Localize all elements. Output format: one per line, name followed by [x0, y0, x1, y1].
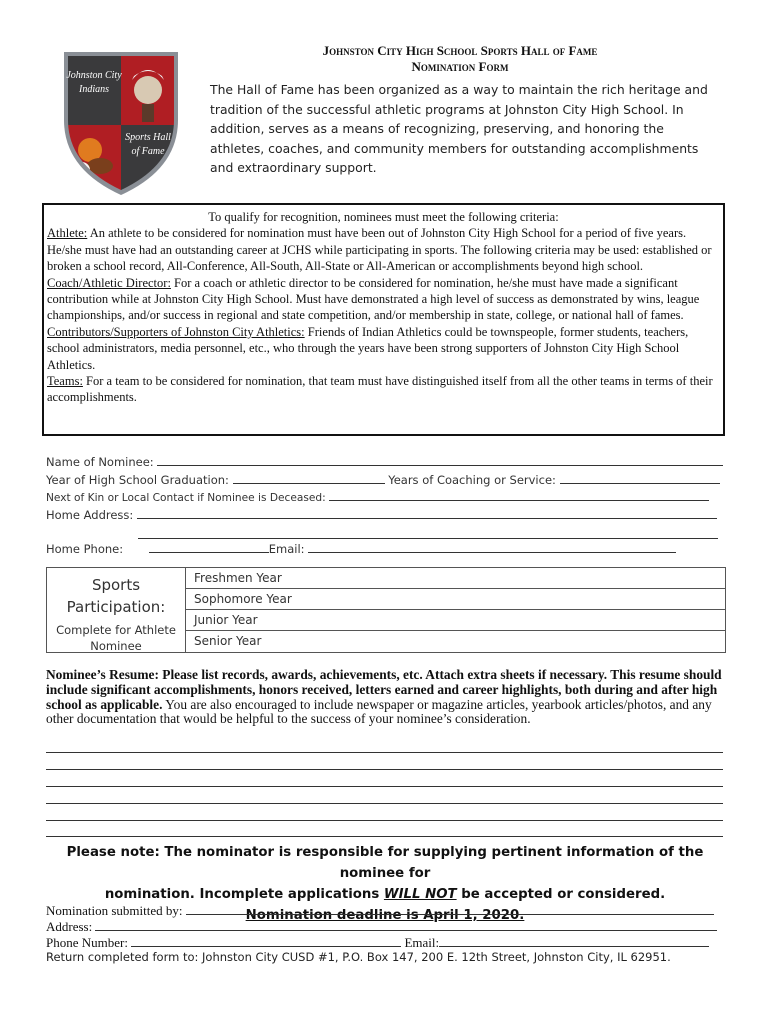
svg-text:Indians: Indians	[79, 84, 109, 95]
sports-year-row-sophomore[interactable]: Sophomore Year	[186, 589, 726, 610]
graduation-row	[46, 471, 720, 487]
sports-year-row-senior[interactable]: Senior Year	[194, 634, 262, 648]
criteria-teams	[47, 373, 720, 406]
submitted-by-row	[46, 902, 714, 919]
resume-bold-text: Nominee’s Resume: Please list records, awards, achievements, etc. Attach extra sheets if necessary. This resume should include significant accomplishments, honors received, letters earned and career highlights, both during and after high school as applicable.	[46, 667, 722, 712]
resume-line[interactable]	[46, 752, 723, 753]
svg-text:Johnston City: Johnston City	[66, 70, 122, 81]
nominee-name-field[interactable]	[157, 453, 723, 466]
sports-year-row-junior[interactable]: Junior Year	[186, 610, 726, 631]
resume-line[interactable]	[46, 769, 723, 770]
submitter-email-label: Email:	[404, 935, 440, 950]
contributors-label: Contributors/Supporters of Johnston City Athletics:	[47, 324, 305, 339]
nominee-name-label: Name of Nominee:	[46, 455, 154, 469]
form-title	[210, 43, 710, 75]
home-address-row	[46, 506, 717, 522]
note-line2-c: be accepted or considered.	[456, 887, 666, 902]
home-phone-label: Home Phone:	[46, 542, 124, 556]
sports-sub-line1: Complete for Athlete	[56, 623, 176, 637]
svg-text:of Fame: of Fame	[131, 146, 165, 157]
teams-text: For a team to be considered for nomination, that team must have distinguished itself from all the other teams in terms of their accomplishments.	[47, 374, 713, 405]
resume-line[interactable]	[46, 803, 723, 804]
sports-heading-line1: Sports	[91, 576, 141, 594]
resume-line[interactable]	[46, 786, 723, 787]
resume-line[interactable]	[46, 836, 723, 837]
years-service-label: Years of Coaching or Service:	[388, 473, 556, 487]
criteria-contributors	[47, 324, 720, 373]
submitted-by-field[interactable]	[186, 902, 714, 915]
email-label: Email:	[268, 542, 305, 556]
contributors-text: Friends of Indian Athletics could be townspeople, former students, teachers, school administrators, media personnel, etc., who through the years have been strong supporters of Johnston City High School Athletics.	[47, 324, 689, 372]
next-of-kin-label: Next of Kin or Local Contact if Nominee is Deceased:	[46, 492, 326, 504]
form-title-line2: Nomination Form	[411, 59, 509, 74]
athlete-text: An athlete to be considered for nomination must have been out of Johnston City High School for a period of five years. He/she must have had an outstanding career at JCHS while participating in sports. The following criteria may be used: established or broken a school record, All-Conference, All-South, All-State or All-American or accomplishments beyond high school.	[47, 226, 712, 274]
next-of-kin-row	[46, 488, 709, 504]
home-address-field[interactable]	[137, 506, 717, 519]
email-field[interactable]	[308, 540, 676, 553]
sports-participation-table	[46, 567, 726, 653]
criteria-box	[42, 203, 725, 436]
submitter-address-label: Address:	[46, 919, 93, 934]
next-of-kin-field[interactable]	[329, 488, 709, 501]
home-phone-field[interactable]	[149, 540, 269, 553]
athlete-label: Athlete:	[47, 226, 88, 241]
sports-year-row-freshmen[interactable]: Freshmen Year	[186, 568, 726, 589]
form-title-line1: Johnston City High School Sports Hall of Fame	[322, 43, 598, 58]
resume-normal-text: You are also encouraged to include newspaper or magazine articles, yearbook articles/photos, and any other documentation that would be helpful to the success of your nominee’s consideration.	[46, 696, 712, 727]
submitter-address-field[interactable]	[95, 918, 717, 931]
submitted-by-label: Nomination submitted by:	[46, 903, 183, 918]
sports-heading-line2: Participation:	[66, 598, 166, 616]
teams-label: Teams:	[47, 374, 83, 389]
criteria-coach	[47, 275, 720, 324]
sports-sub-line2: Nominee	[90, 639, 142, 653]
submitter-phone-row	[46, 934, 709, 951]
home-address-label: Home Address:	[46, 508, 134, 522]
criteria-heading: To qualify for recognition, nominees must meet the following criteria:	[208, 210, 559, 224]
resume-line[interactable]	[46, 820, 723, 821]
submitter-phone-label: Phone Number:	[46, 935, 128, 950]
resume-instructions	[46, 668, 726, 727]
svg-text:Sports Hall: Sports Hall	[125, 132, 171, 143]
return-address: Return completed form to: Johnston City CUSD #1, P.O. Box 147, 200 E. 12th Street, Johnston City, IL 62951.	[46, 950, 671, 964]
home-address-field-line2[interactable]	[138, 538, 718, 539]
criteria-athlete	[47, 225, 720, 274]
nominee-name-row	[46, 453, 723, 469]
note-will-not: WILL NOT	[383, 887, 457, 902]
submitter-phone-field[interactable]	[131, 934, 401, 947]
coach-text: For a coach or athletic director to be considered for nomination, he/she must have made a significant contribution while at Johnston City High School. Must have demonstrated a high level of success as demonstrated by wins, league championships, and/or success in regional and state competition, and/or membership in state, college, or national hall of fames.	[47, 275, 700, 323]
hall-of-fame-crest-logo	[62, 50, 180, 195]
nomination-deadline: Nomination deadline is April 1, 2020.	[245, 908, 525, 923]
phone-email-row	[46, 540, 676, 556]
submitter-email-field[interactable]	[439, 934, 709, 947]
submitter-address-row	[46, 918, 717, 935]
sports-participation-heading	[47, 568, 186, 652]
intro-paragraph: The Hall of Fame has been organized as a way to maintain the rich heritage and tradition of the successful athletic programs at Johnston City High School. In addition, serves as a means of recognizing, preserving, and honoring the athletes, coaches, and community members for outstanding accomplishments and extraordinary support.	[210, 82, 708, 175]
note-line1: Please note: The nominator is responsible for supplying pertinent information of the nominee for	[66, 845, 704, 881]
note-line2-a: nomination. Incomplete applications	[104, 887, 384, 902]
graduation-label: Year of High School Graduation:	[46, 473, 229, 487]
coach-label: Coach/Athletic Director:	[47, 275, 171, 290]
years-service-field[interactable]	[560, 471, 720, 484]
graduation-field[interactable]	[233, 471, 385, 484]
